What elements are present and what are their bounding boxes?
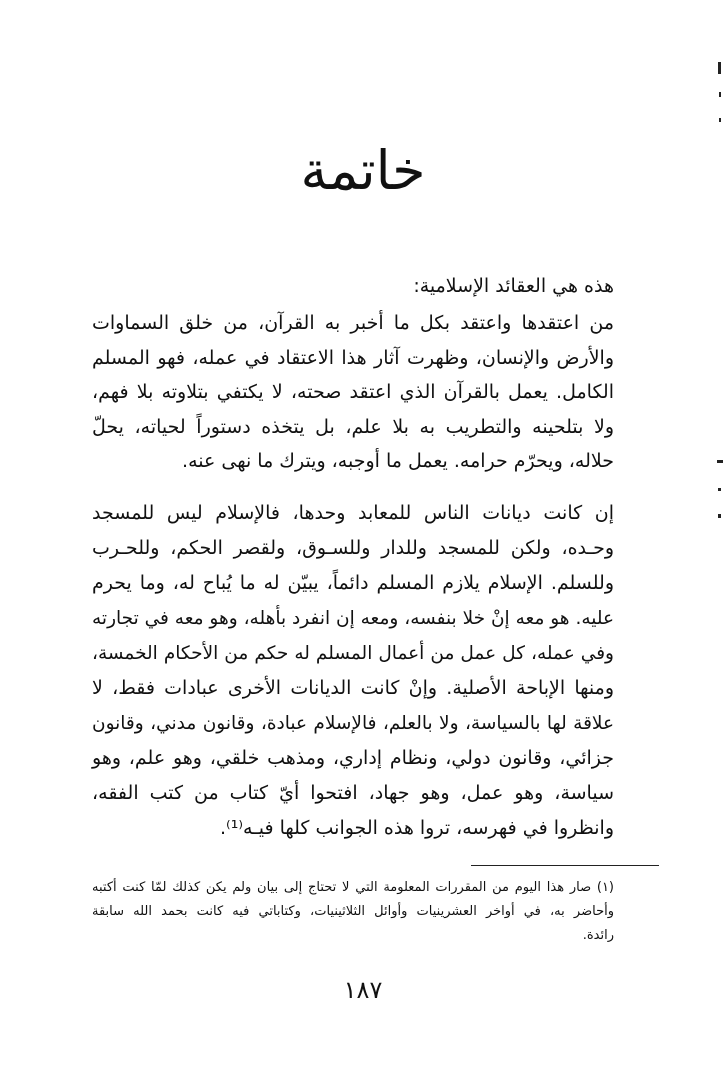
text-line: جزائي، وقانون دولي، ونظام إداري، ومذهب خلقي، وهو علم، وهو	[92, 747, 614, 769]
edge-mark	[719, 92, 721, 97]
edge-mark	[718, 488, 721, 491]
footnote-separator	[471, 865, 659, 866]
footnote-line: وأحاضر به، في أواخر العشرينيات وأوائل الثلاثينيات، وكتاباتي فيه كانت بحمد الله سابقة	[92, 904, 614, 919]
edge-mark	[719, 118, 721, 122]
page-number: ١٨٧	[343, 976, 383, 1004]
text-line: وحـده، ولكن للمسجد وللدار وللسـوق، ولقصر الحكم، وللحـرب	[92, 537, 614, 559]
text-line: عليه. هو معه إنْ خلا بنفسه، ومعه إن انفرد بأهله، وهو معه في تجارته	[92, 608, 614, 629]
chapter-title: خاتمة	[300, 139, 426, 202]
paragraph-2	[92, 496, 614, 846]
text-line: وللسلم. الإسلام يلازم المسلم دائماً، يبيّن له ما يُباح له، وما يحرم	[92, 572, 614, 594]
text-line: والأرض والإنسان، وظهرت آثار هذا الاعتقاد في عمله، فهو المسلم	[92, 346, 614, 369]
text-line: وفي عمله، كل عمل من أعمال المسلم له حكم من الأحكام الخمسة،	[92, 643, 614, 664]
edge-mark	[718, 514, 721, 518]
text-line: ولا بتلحينه والتطريب به بلا علم، بل يتخذه دستوراً لحياته، يحلّ	[92, 415, 614, 438]
edge-mark	[717, 460, 723, 463]
text-line: حلاله، ويحرّم حرامه. يعمل ما أوجبه، ويترك ما نهى عنه.	[182, 450, 614, 472]
text-line: ومنها الإباحة الأصلية. وإنْ كانت الديانات الأخرى عبادات فقط، لا	[92, 677, 614, 699]
text-line: سياسة، وهو عمل، وهو جهاد، افتحوا أيّ كتاب من كتب الفقه،	[92, 782, 614, 804]
footnote-line: رائدة.	[582, 928, 614, 943]
footnote	[92, 876, 614, 948]
paragraph-1	[92, 306, 614, 479]
text-line: الكامل. يعمل بالقرآن الذي اعتقد صحته، لا يكتفي بتلاوته بلا فهم،	[92, 381, 614, 403]
text-line: وانظروا في فهرسه، تروا هذه الجوانب كلها فيـه⁽¹⁾.	[219, 817, 614, 839]
text-line: هذه هي العقائد الإسلامية:	[413, 275, 614, 297]
text-line: إن كانت ديانات الناس للمعابد وحدها، فالإسلام ليس للمسجد	[92, 502, 614, 524]
edge-mark	[718, 62, 721, 74]
text-line: من اعتقدها واعتقد بكل ما أخبر به القرآن، من خلق السماوات	[92, 312, 614, 334]
intro-line	[92, 268, 614, 304]
footnote-line: (١) صار هذا اليوم من المقررات المعلومة التي لا تحتاج إلى بيان ولم يكن كذلك لمّا كنت أكتبه	[92, 880, 614, 895]
text-line: علاقة لها بالسياسة، ولا بالعلم، فالإسلام عبادة، وقانون مدني، وقانون	[92, 713, 614, 734]
